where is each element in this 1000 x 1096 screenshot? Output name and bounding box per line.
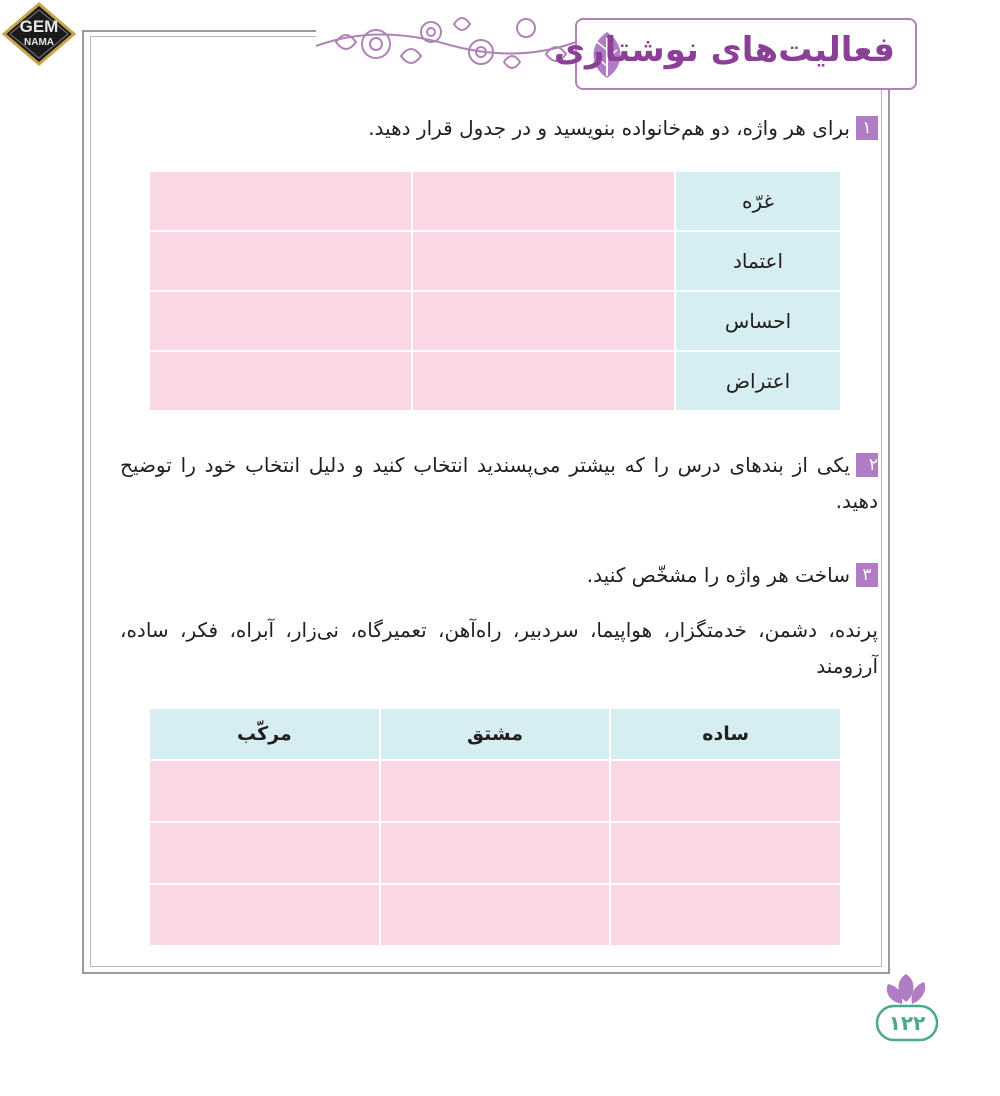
answer-cell[interactable] <box>380 760 611 822</box>
question-2 <box>120 447 878 519</box>
floral-decoration <box>316 4 586 86</box>
section-title-box <box>553 18 917 90</box>
answer-cell[interactable] <box>412 291 675 351</box>
table-row <box>149 760 841 822</box>
word-family-table <box>148 170 842 412</box>
word-cell: احساس <box>675 291 841 351</box>
page-number: ۱۲۲ <box>888 1011 926 1035</box>
answer-cell[interactable] <box>149 822 380 884</box>
answer-cell[interactable] <box>149 351 412 411</box>
answer-cell[interactable] <box>380 884 611 946</box>
answer-cell[interactable] <box>610 884 841 946</box>
answer-cell[interactable] <box>380 822 611 884</box>
question-2-text: یکی از بندهای درس را که بیشتر می‌پسندید انتخاب کنید و دلیل انتخاب خود را توضیح دهید. <box>120 453 878 513</box>
gemnama-logo <box>2 2 76 66</box>
column-header-simple: ساده <box>610 708 841 760</box>
page-number-badge <box>872 972 942 1042</box>
logo-line2: NAMA <box>24 37 54 48</box>
column-header-compound: مرکّب <box>149 708 380 760</box>
answer-cell[interactable] <box>149 171 412 231</box>
table-row <box>149 822 841 884</box>
table-row <box>149 351 841 411</box>
table-row <box>149 291 841 351</box>
question-1 <box>368 110 878 146</box>
table-row <box>149 231 841 291</box>
question-1-text: برای هر واژه، دو هم‌خانواده بنویسید و در جدول قرار دهید. <box>368 116 850 140</box>
answer-cell[interactable] <box>149 291 412 351</box>
word-cell: اعتراض <box>675 351 841 411</box>
question-3-text: ساخت هر واژه را مشخّص کنید. <box>586 563 850 587</box>
word-structure-table <box>148 707 842 947</box>
logo-line1: GEM <box>19 17 59 36</box>
answer-cell[interactable] <box>149 231 412 291</box>
answer-cell[interactable] <box>412 171 675 231</box>
table-row <box>149 171 841 231</box>
question-number-badge: ۲ <box>856 453 878 477</box>
table-header-row <box>149 708 841 760</box>
question-number-badge: ۱ <box>856 116 878 140</box>
question-3 <box>587 557 878 593</box>
answer-cell[interactable] <box>610 760 841 822</box>
answer-cell[interactable] <box>610 822 841 884</box>
answer-cell[interactable] <box>149 760 380 822</box>
word-list: پرنده، دشمن، خدمتگزار، هواپیما، سردبیر، راه‌آهن، تعمیرگاه، نی‌زار، آبراه، فکر، ساده، آرزومند <box>120 618 878 678</box>
word-cell: غرّه <box>675 171 841 231</box>
answer-cell[interactable] <box>149 884 380 946</box>
answer-cell[interactable] <box>412 231 675 291</box>
page-title: فعالیت‌های نوشتاری <box>553 30 895 70</box>
table-row <box>149 884 841 946</box>
question-number-badge: ۳ <box>856 563 878 587</box>
answer-cell[interactable] <box>412 351 675 411</box>
word-cell: اعتماد <box>675 231 841 291</box>
column-header-derived: مشتق <box>380 708 611 760</box>
